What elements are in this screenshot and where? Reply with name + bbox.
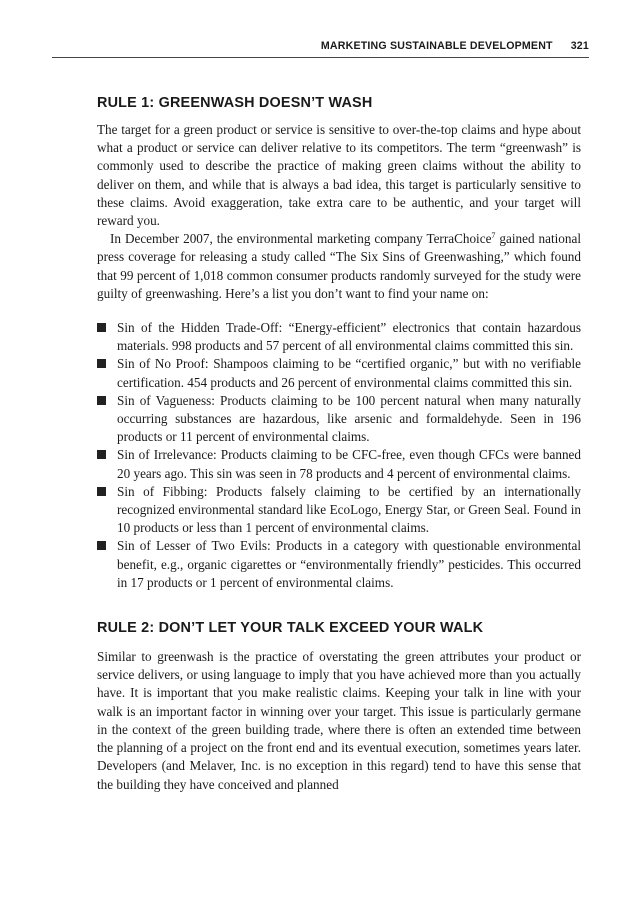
running-header [52,40,589,52]
section-heading-rule-2: RULE 2: DON’T LET YOUR TALK EXCEED YOUR WALK [97,620,484,637]
bullet-square-icon [97,323,106,332]
list-item [97,355,581,391]
list-item [97,446,581,482]
paragraph-terrachoice [97,230,581,303]
bullet-square-icon [97,359,106,368]
running-title: MARKETING SUSTAINABLE DEVELOPMENT [320,40,553,52]
list-item-text: Sin of Vagueness: Products claiming to be 100 percent natural when many naturally occurring substances are hazardous, like arsenic and formaldehyde. Seen in 196 products or 11 percent of environmental claims. [117,392,581,445]
bullet-square-icon [97,396,106,405]
terrachoice-text-start: In December 2007, the environmental marketing company TerraChoice [110,231,492,247]
list-item [97,392,581,447]
body-text [97,95,581,794]
section-heading-rule-1: RULE 1: GREENWASH DOESN’T WASH [97,95,373,111]
footnote-marker: 7 [491,231,496,241]
page-number: 321 [570,40,589,52]
list-item-text: Sin of the Hidden Trade-Off: “Energy-efficient” electronics that contain hazardous materials. 998 products and 57 percent of all environmental claims committed this sin. [117,320,581,354]
list-item [97,483,581,538]
list-item-text: Sin of No Proof: Shampoos claiming to be “certified organic,” but with no verifiable certification. 454 products and 26 percent of environmental claims committed this sin. [117,356,581,390]
list-item [97,319,581,355]
list-item [97,537,581,592]
list-item-text: Sin of Irrelevance: Products claiming to be CFC-free, even though CFCs were banned 20 years ago. This sin was seen in 78 products and 4 percent of environmental claims. [117,447,581,481]
list-item-text: Sin of Lesser of Two Evils: Products in a category with questionable environmental benefit, e.g., organic cigarettes or “environmentally friendly” pesticides. This occurred in 17 products or 1 percent of environmental claims. [117,538,581,590]
bullet-square-icon [97,541,106,550]
paragraph-talk-walk: Similar to greenwash is the practice of overstating the green attributes your product or service delivers, or using language to imply that you have achieved more than you actually have. It is important that you make realistic claims. Keeping your talk in line with your walk is an important factor in winning over your target. This issue is particularly germane in the context of the green building trade, where there is often an extended time between the planning of a project on the front end and its eventual execution, sometimes years later. Developers (and Melaver, Inc. is no exception in this regard) tend to have this sense that the building they have conceived and planned [97,649,581,792]
six-sins-list [97,319,581,592]
list-item-text: Sin of Fibbing: Products falsely claiming to be certified by an internationally recognized environmental standard like EcoLogo, Energy Star, or Green Seal. Found in 10 products or less than 1 percent of environmental claims. [117,483,581,536]
bullet-square-icon [97,450,106,459]
paragraph-greenwash-intro: The target for a green product or service is sensitive to over-the-top claims and hype about what a product or service can deliver relative to its competitors. The term “greenwash” is commonly used to describe the practice of making green claims without the ability to deliver on them, and while that is always a bad idea, this target is particularly sensitive to these claims. Avoid exaggeration, take extra care to be authentic, and your target will reward you. [97,122,581,229]
header-rule [52,57,589,58]
bullet-square-icon [97,487,106,496]
terrachoice-text-end: gained national press coverage for releasing a study called “The Six Sins of Greenwashing,” which found that 99 percent of 1,018 common consumer products randomly surveyed for the study were guilty of greenwashing. Here’s a list you don’t want to find your name on: [97,231,581,301]
